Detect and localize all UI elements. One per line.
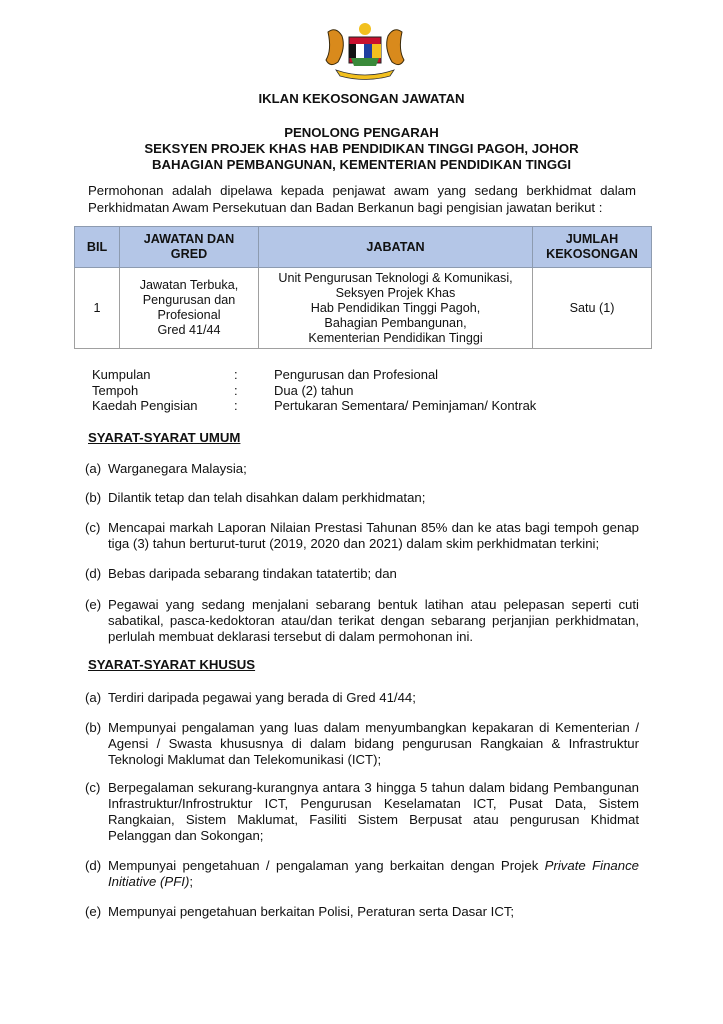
list-marker: (b) (85, 720, 102, 735)
list-item (85, 780, 639, 844)
cell-line: Seksyen Projek Khas (335, 285, 456, 300)
cell-jumlah: Satu (1) (533, 268, 652, 349)
cell-line: Hab Pendidikan Tinggi Pagoh, (310, 300, 481, 315)
column-header-jumlah: JUMLAH KEKOSONGAN (533, 227, 652, 268)
column-header-jabatan: JABATAN (259, 227, 533, 268)
cell-line: Jawatan Terbuka, (139, 278, 239, 292)
list-marker: (b) (85, 490, 102, 505)
list-marker: (e) (85, 597, 102, 612)
list-marker: (e) (85, 904, 102, 919)
section-heading-syarat-umum: SYARAT-SYARAT UMUM (88, 430, 241, 445)
section-heading-syarat-khusus: SYARAT-SYARAT KHUSUS (88, 657, 256, 672)
list-text: Bebas daripada sebarang tindakan tatatertib; dan (108, 566, 397, 581)
cell-bil: 1 (75, 268, 120, 349)
list-text: Mempunyai pengalaman yang luas dalam menyumbangkan kepakaran di Kementerian / Agensi / Swasta khususnya di dalam bidang pengurusan Rangkaian & Infrastruktur Teknologi Maklumat dan Telekomunikasi (ICT); (108, 720, 639, 767)
list-item (85, 461, 639, 477)
cell-line: Kementerian Pendidikan Tinggi (308, 330, 483, 345)
subtitle-line: PENOLONG PENGARAH (284, 125, 439, 140)
italic-term: Private Finance Initiative (PFI) (108, 858, 640, 889)
table-row (75, 268, 652, 349)
list-marker: (a) (85, 690, 102, 705)
info-separator: : (234, 398, 238, 413)
info-separator: : (234, 382, 238, 398)
list-text: Berpegalaman sekurang-kurangnya antara 3 hingga 5 tahun dalam bidang Pembangunan Infrastruktur/Infrostruktur ICT, Pengurusan Keselamatan ICT, Pusat Data, Sistem Rangkaian, Sistem Maklumat, Fasiliti Sistem Berpusat atau pengurusan Khidmat Pelanggan dan Sokongan; (108, 780, 639, 843)
subtitle-line: BAHAGIAN PEMBANGUNAN, KEMENTERIAN PENDIDIKAN TINGGI (151, 157, 572, 172)
list-item (85, 904, 639, 920)
list-item (85, 490, 639, 506)
column-header-jawatan: JAWATAN DAN GRED (120, 227, 259, 268)
list-text: Warganegara Malaysia; (108, 461, 247, 476)
list-item (85, 566, 639, 582)
position-info (92, 367, 536, 414)
cell-line: Unit Pengurusan Teknologi & Komunikasi, (278, 270, 513, 285)
cell-line: Pengurusan dan (142, 293, 236, 307)
info-label: Kumpulan (92, 367, 151, 382)
malaysia-coat-of-arms-icon (322, 20, 408, 82)
text-segment: ; (189, 874, 194, 889)
info-row-tempoh (92, 383, 536, 399)
list-item (85, 597, 639, 645)
list-marker: (d) (85, 566, 102, 581)
list-item (85, 720, 639, 768)
subtitle-line: SEKSYEN PROJEK KHAS HAB PENDIDIKAN TINGGI PAGOH, JOHOR (144, 141, 579, 156)
text-segment: Mempunyai pengetahuan / pengalaman yang berkaitan dengan Projek (108, 858, 545, 873)
info-value: Pertukaran Sementara/ Peminjaman/ Kontrak (274, 398, 537, 413)
info-value: Dua (2) tahun (274, 382, 354, 398)
info-separator: : (234, 367, 238, 382)
list-marker: (c) (85, 780, 101, 795)
list-item (85, 520, 639, 552)
info-value: Pengurusan dan Profesional (274, 367, 439, 382)
list-marker: (c) (85, 520, 101, 535)
list-text: Terdiri daripada pegawai yang berada di Gred 41/44; (108, 690, 416, 705)
list-text: Dilantik tetap dan telah disahkan dalam perkhidmatan; (108, 490, 426, 505)
list-marker: (a) (85, 461, 102, 476)
list-text: Pegawai yang sedang menjalani sebarang bentuk latihan atau pelepasan seperti cuti sabatikal, pasca-kedoktoran atau/dan terikat dengan sebarang perjanjian perkhidmatan, perlulah membuat deklarasi tersebut di dalam permohonan ini. (108, 597, 639, 644)
cell-line: Gred 41/44 (157, 323, 221, 337)
list-marker: (d) (85, 858, 102, 873)
intro-paragraph: Permohonan adalah dipelawa kepada penjawat awam yang sedang berkhidmat dalam Perkhidmatan Awam Persekutuan dan Badan Berkanun bagi pengisian jawatan berikut : (88, 183, 636, 215)
table-header-row (75, 227, 652, 268)
position-subtitle (0, 125, 723, 173)
column-header-bil: BIL (75, 227, 120, 268)
cell-jawatan (120, 268, 259, 349)
info-row-kaedah (92, 398, 536, 414)
page-title: IKLAN KEKOSONGAN JAWATAN (258, 91, 465, 106)
cell-line: Profesional (157, 308, 221, 322)
list-text: Mempunyai pengetahuan berkaitan Polisi, Peraturan serta Dasar ICT; (108, 904, 515, 919)
info-label: Tempoh (92, 382, 139, 398)
info-row-kumpulan (92, 367, 536, 383)
cell-jabatan (259, 268, 533, 349)
list-text: Mencapai markah Laporan Nilaian Prestasi Tahunan 85% dan ke atas bagi tempoh genap tiga (3) tahun berturut-turut (2019, 2020 dan 2021) dalam skim perkhidmatan terkini; (108, 520, 639, 551)
list-item (85, 690, 639, 706)
vacancy-table (74, 226, 652, 349)
cell-line: Bahagian Pembangunan, (324, 315, 467, 330)
list-item (85, 858, 639, 890)
info-label: Kaedah Pengisian (92, 398, 198, 413)
list-text (108, 858, 639, 890)
